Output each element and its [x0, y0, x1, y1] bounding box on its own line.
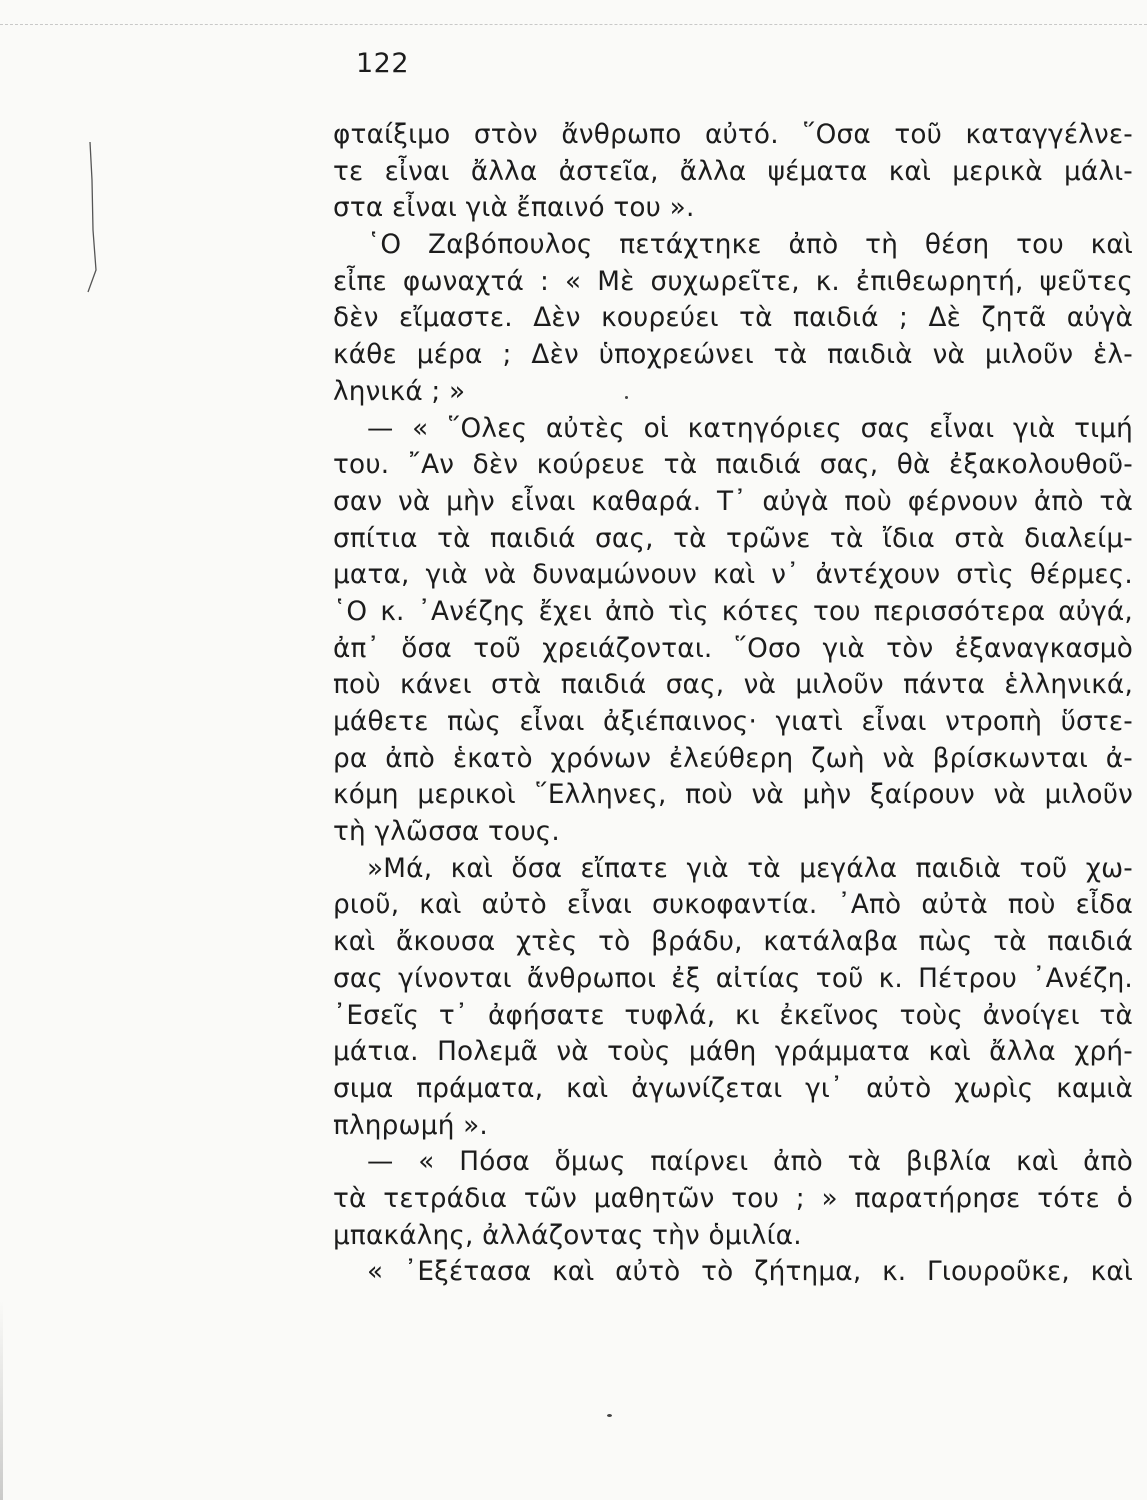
text-line: ῾Ο Ζαβόπουλος πετάχτηκε ἀπὸ τὴ θέση του καὶ	[367, 230, 1133, 261]
text-line: μάτια. Πολεμᾶ νὰ τοὺς μάθη γράμματα καὶ ἄλλα χρή-	[333, 1037, 1133, 1068]
text-line: ἀπ᾽ ὅσα τοῦ χρειάζονται. ῞Οσο γιὰ τὸν ἐξαναγκασμὸ	[333, 633, 1133, 664]
text-line: τὰ τετράδια τῶν μαθητῶν του ; » παρατήρησε τότε ὁ	[333, 1183, 1133, 1214]
scan-top-border	[0, 24, 1147, 25]
text-line: σιμα πράματα, καὶ ἀγωνίζεται γι᾽ αὐτὸ χωρὶς καμιὰ	[333, 1073, 1133, 1104]
page-number: 122	[356, 48, 410, 79]
text-line: ποὺ κάνει στὰ παιδιά σας, νὰ μιλοῦν πάντα ἑλληνικά,	[333, 670, 1133, 701]
text-line: ληνικά ; »	[333, 376, 466, 407]
text-line: κόμη μερικοὶ ῞Ελληνες, ποὺ νὰ μὴν ξαίρουν νὰ μιλοῦν	[333, 780, 1133, 811]
text-line: ριοῦ, καὶ αὐτὸ εἶναι συκοφαντία. ᾽Απὸ αὐτὰ ποὺ εἶδα	[333, 890, 1133, 921]
text-line: « ᾽Εξέτασα καὶ αὐτὸ τὸ ζήτημα, κ. Γιουροῦκε, καὶ	[367, 1257, 1133, 1288]
text-line: σπίτια τὰ παιδιά σας, τὰ τρῶνε τὰ ἴδια στὰ διαλείμ-	[333, 523, 1133, 554]
text-line: σαν νὰ μὴν εἶναι καθαρά. Τ᾽ αὐγὰ ποὺ φέρνουν ἀπὸ τὰ	[333, 486, 1133, 517]
text-line: — « ῞Ολες αὐτὲς οἱ κατηγόριες σας εἶναι γιὰ τιμή	[367, 413, 1133, 444]
text-line: »Μά, καὶ ὅσα εἴπατε γιὰ τὰ μεγάλα παιδιὰ τοῦ χω-	[367, 853, 1133, 884]
text-line: δὲν εἴμαστε. Δὲν κουρεύει τὰ παιδιά ; Δὲ ζητᾶ αὐγὰ	[333, 303, 1133, 334]
text-line: τε εἶναι ἄλλα ἀστεῖα, ἄλλα ψέματα καὶ μερικὰ μάλι-	[333, 156, 1133, 187]
text-line: σας γίνονται ἄνθρωποι ἐξ αἰτίας τοῦ κ. Πέτρου ᾽Ανέζη.	[333, 963, 1133, 994]
text-line: στα εἶναι γιὰ ἔπαινό του ».	[333, 193, 695, 224]
pencil-margin-mark	[84, 140, 106, 300]
text-line: πληρωμή ».	[333, 1110, 488, 1141]
text-line: τὴ γλῶσσα τους.	[333, 817, 560, 848]
text-line: — « Πόσα ὅμως παίρνει ἀπὸ τὰ βιβλία καὶ ἀπὸ	[367, 1147, 1133, 1178]
text-line: ῾Ο κ. ᾽Ανέζης ἔχει ἀπὸ τὶς κότες του περισσότερα αὐγά,	[333, 596, 1133, 627]
text-line: μάθετε πὼς εἶναι ἀξιέπαινος· γιατὶ εἶναι ντροπὴ ὕστε-	[333, 707, 1133, 737]
text-line: κάθε μέρα ; Δὲν ὑποχρεώνει τὰ παιδιὰ νὰ μιλοῦν ἑλ-	[333, 340, 1133, 371]
text-line: μπακάλης, ἀλλάζοντας τὴν ὁμιλία.	[333, 1220, 802, 1251]
text-line: ματα, γιὰ νὰ δυναμώνουν καὶ ν᾽ ἀντέχουν στὶς θέρμες.	[333, 560, 1133, 591]
body-text	[333, 117, 1133, 1291]
scan-speck	[607, 1414, 612, 1417]
text-line: ρα ἀπὸ ἑκατὸ χρόνων ἐλεύθερη ζωὴ νὰ βρίσκωνται ἀ-	[333, 743, 1133, 774]
text-line: του. ῎Αν δὲν κούρευε τὰ παιδιά σας, θὰ ἐξακολουθοῦ-	[333, 450, 1133, 481]
text-line: φταίξιμο στὸν ἄνθρωπο αὐτό. ῞Οσα τοῦ καταγγέλνε-	[333, 120, 1133, 150]
text-line: καὶ ἄκουσα χτὲς τὸ βράδυ, κατάλαβα πὼς τὰ παιδιά	[333, 927, 1133, 958]
text-line: ᾽Εσεῖς τ᾽ ἀφήσατε τυφλά, κι ἐκεῖνος τοὺς ἀνοίγει τὰ	[333, 1000, 1133, 1031]
text-line: εἶπε φωναχτά : « Μὲ συχωρεῖτε, κ. ἐπιθεωρητή, ψεῦτες	[333, 266, 1133, 297]
scan-edge-shadow	[0, 1300, 3, 1500]
